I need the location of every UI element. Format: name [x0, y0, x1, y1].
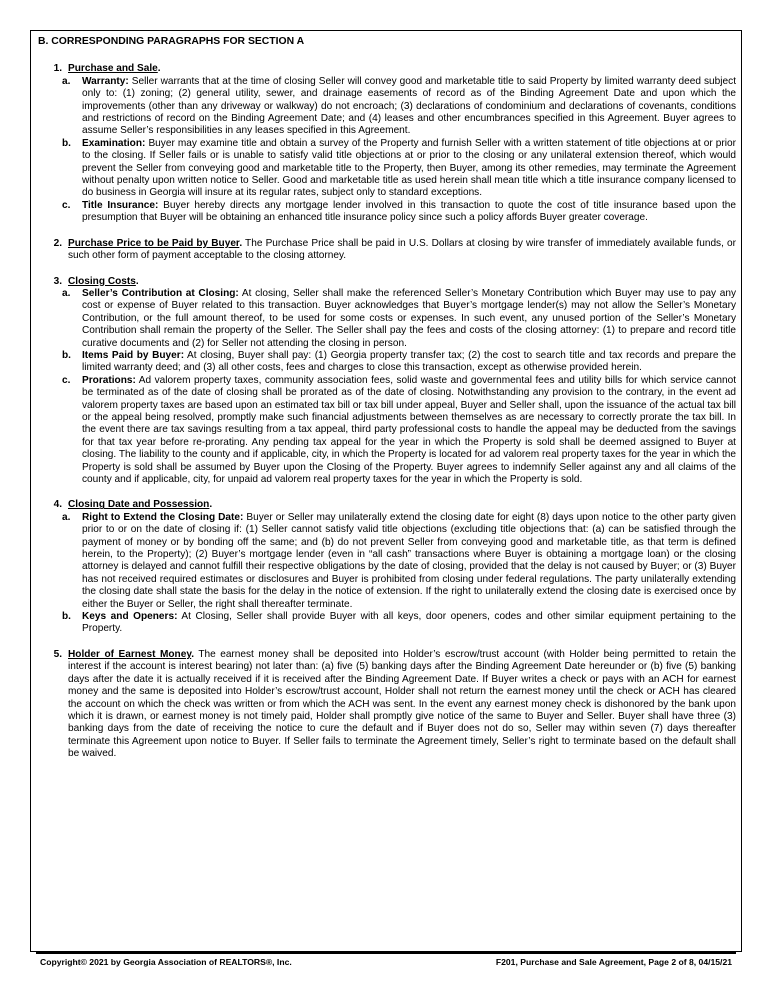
paragraph-number: 2.: [53, 237, 62, 249]
paragraph-text: The earnest money shall be deposited into Holder’s escrow/trust account (with Holder being permitted to retain the interest if the account is interest bearing) not later than: (a) five (5) banking days after the Binding Agreement Date hereunder or (b) five (5) banking days after the date it is actually received if it is received after the Binding Agreement Date. If Buyer writes a check or pays with an ACH for earnest money and the same is deposited into Holder’s escrow/trust account, Holder shall not return the earnest money until the check or ACH has cleared the account on which the check was written or from which the ACH was sent. In the event any earnest money check is dishonored by the bank upon which it is drawn, or earnest money is not timely paid, Holder shall promptly give notice of the same to Buyer and Seller. Buyer shall have three (3) banking days from the date of receiving the notice to cure the default and if Buyer does not do so, Seller may within seven (7) days thereafter terminate this Agreement upon notice to Buyer. If Seller fails to terminate the Agreement timely, Seller’s right to terminate based on the default shall be waived.: [68, 648, 736, 760]
paragraph-row: [36, 276, 736, 288]
subparagraph-text: Ad valorem property taxes, community association fees, solid waste and governmental fees and utility bills for which service cannot be terminated as of the date of closing shall be prorated as of the date of closing. Notwithstanding any provision to the contrary, in the event ad valorem property taxes are based upon an estimated tax bill or tax bill under appeal, Buyer and Seller shall, upon the issuance of the actual tax bill or the appeal being resolved, promptly make such financial adjustments between themselves as are necessary to correctly prorate the tax bill. In the event there are tax savings resulting from a tax appeal, third party professional costs to handle the appeal may be deducted from the savings for that tax year before re-prorating. Any pending tax appeal for the year in which the Property is sold shall be deemed assigned to Buyer at closing. The liability to the county and if applicable, city, in which the Property is located for ad valorem real property taxes for the year in which the Property is sold shall be assumed by Buyer upon the Closing of the Property. Buyer agrees to indemnify Seller against any and all claims of the county and if applicable, city, for unpaid ad valorem real property taxes for the year in which the Property is sold.: [82, 374, 736, 485]
subparagraph-text: Buyer hereby directs any mortgage lender involved in this transaction to quote the cost of title insurance based upon the presumption that Buyer will be obtaining an enhanced title insurance policy since such a policy affords Buyer greater coverage.: [82, 199, 737, 224]
paragraph-title-punct: .: [191, 648, 195, 660]
paragraph-title: Purchase and Sale: [68, 63, 158, 75]
footer-form-id: F201, Purchase and Sale Agreement, Page 2 of 8, 04/15/21: [495, 957, 732, 967]
subparagraph-title: Keys and Openers:: [82, 611, 178, 623]
paragraph-number: 1.: [53, 63, 62, 75]
paragraph-body: [68, 649, 736, 761]
paragraph-body: [68, 63, 736, 75]
subparagraph-list: [62, 76, 736, 225]
paragraph-title-punct: .: [209, 499, 213, 511]
paragraph-4: [36, 499, 736, 635]
subparagraph-body: [82, 375, 736, 487]
paragraph-title: Closing Costs: [68, 275, 136, 287]
footer-rule: [36, 952, 736, 954]
subparagraph-text: Buyer or Seller may unilaterally extend the closing date for eight (8) days upon notice to the other party given prior to or on the date of closing if: (1) Seller cannot satisfy valid title objections (excluding title objections that: (a) can be satisfied through the payment of money or by bonding off the same; and (b) do not prevent Seller from conveying good and marketable title, as that term is defined herein, to the Property); (2) Buyer’s mortgage lender (even in “all cash” transactions where Buyer is obtaining a mortgage loan) or the closing attorney is delayed and cannot fulfill their respective obligations by the date of closing, provided that the delay is not caused by Buyer; or (3) Buyer has not received required estimates or disclosures and Buyer is prohibited from closing under federal regulations. The party unilaterally extending the closing date shall state the basis for the delay in the notice of extension. If the right to unilaterally extend the closing date is exercised once by either the Buyer or Seller, the right shall thereafter terminate.: [82, 511, 736, 610]
paragraph-number: 3.: [53, 275, 62, 287]
subparagraph-body: [82, 512, 736, 611]
subparagraph-title: Warranty:: [82, 75, 129, 87]
paragraph-body: [68, 238, 736, 263]
paragraph-row: [36, 499, 736, 511]
subparagraph-text: Seller warrants that at the time of closing Seller will convey good and marketable title to said Property by limited warranty deed subject only to: (1) zoning; (2) general utility, sewer, and drainage easements of record as of the Binding Agreement Date and upon which the improvements (other than any driveway or walkway) do not encroach; (3) declarations of condominium and declarations of covenants, conditions and restrictions of record on the Binding Agreement Date; and (4) leases and other encumbrances specified in this Agreement. Buyer agrees to assume Seller’s responsibilities in any leases specified in this Agreement.: [82, 75, 736, 137]
paragraph-title-punct: .: [239, 237, 243, 249]
subparagraph-body: [82, 200, 736, 225]
subparagraph-list: [62, 512, 736, 636]
subparagraph-letter: b.: [62, 611, 71, 623]
paragraph-number: 5.: [53, 648, 62, 660]
subparagraph-letter: c.: [62, 199, 71, 211]
subparagraph: [62, 200, 736, 225]
subparagraph: [62, 288, 736, 350]
subparagraph: [62, 76, 736, 138]
paragraph-body: [68, 276, 736, 288]
subparagraph-title: Right to Extend the Closing Date:: [82, 511, 244, 523]
paragraph-number: 4.: [53, 499, 62, 511]
subparagraph-body: [82, 611, 736, 636]
paragraph-title: Purchase Price to be Paid by Buyer: [68, 237, 240, 249]
subparagraph-body: [82, 138, 736, 200]
subparagraph-title: Items Paid by Buyer:: [82, 349, 185, 361]
subparagraph-letter: b.: [62, 349, 71, 361]
subparagraph-list: [62, 288, 736, 487]
subparagraph-body: [82, 76, 736, 138]
footer-copyright: Copyright© 2021 by Georgia Association of REALTORS®, Inc.: [40, 957, 292, 967]
subparagraph-body: [82, 288, 736, 350]
subparagraph-letter: a.: [62, 75, 71, 87]
subparagraph: [62, 138, 736, 200]
subparagraph-title: Prorations:: [82, 374, 136, 386]
subparagraph: [62, 375, 736, 487]
subparagraph-title: Examination:: [82, 137, 146, 149]
subparagraph-text: At closing, Buyer shall pay: (1) Georgia property transfer tax; (2) the cost to search title and tax records and prepare the limited warranty deed; and (3) all other costs, fees and charges to close this transaction, except as otherwise provided herein.: [82, 349, 737, 374]
paragraph-2: [36, 238, 736, 263]
subparagraph: [62, 512, 736, 611]
subparagraph-letter: a.: [62, 511, 71, 523]
paragraph-title-punct: .: [135, 275, 139, 287]
paragraph-text: The Purchase Price shall be paid in U.S. Dollars at closing by wire transfer of immediately available funds, or such other form of payment acceptable to the closing attorney.: [68, 237, 737, 262]
subparagraph-title: Title Insurance:: [82, 199, 159, 211]
subparagraph-letter: b.: [62, 137, 71, 149]
subparagraph-text: At Closing, Seller shall provide Buyer with all keys, door openers, codes and other similar equipment pertaining to the Property.: [82, 611, 736, 635]
subparagraph-body: [82, 350, 736, 375]
paragraph-3: [36, 276, 736, 487]
paragraph-row: [36, 63, 736, 75]
paragraph-1: [36, 63, 736, 224]
paragraph-body: [68, 499, 736, 511]
subparagraph-letter: c.: [62, 374, 71, 386]
subparagraph-title: Seller’s Contribution at Closing:: [82, 287, 239, 299]
subparagraph: [62, 611, 736, 636]
paragraph-title: Holder of Earnest Money: [68, 648, 192, 660]
paragraph-title-punct: .: [157, 63, 161, 75]
subparagraph-letter: a.: [62, 287, 71, 299]
section-heading: B. CORRESPONDING PARAGRAPHS FOR SECTION A: [38, 36, 305, 47]
paragraphs: [36, 63, 736, 760]
paragraph-row: [36, 649, 736, 761]
subparagraph-text: At closing, Seller shall make the referenced Seller’s Monetary Contribution which Buyer may use to pay any cost or expense of Buyer related to this transaction. Buyer acknowledges that Buyer’s mortgage lender(s) may not allow the Seller’s Monetary Contribution, or the full amount thereof, to be used for some costs or expenses. In such event, any unused portion of the Seller’s Monetary Contribution shall remain the property of the Seller. The Seller shall pay the fees and costs of the closing attorney: (1) to prepare and record title curative documents and (2) for Seller not attending the closing in person.: [82, 287, 736, 349]
paragraph-row: [36, 238, 736, 263]
paragraph-5: [36, 649, 736, 761]
paragraph-title: Closing Date and Possession: [68, 499, 210, 511]
document-body: [36, 36, 736, 774]
subparagraph-text: Buyer may examine title and obtain a survey of the Property and furnish Seller with a written statement of title objections at or prior to the closing. If Seller fails or is unable to satisfy valid title objections at or prior to the closing or any unilateral extension thereof, which would prevent the Seller from conveying good and marketable title to the Property, then Buyer, among its other remedies, may terminate the Agreement without penalty upon written notice to Seller. Good and marketable title as used herein shall mean title which a title insurance company licensed to do business in Georgia will insure at its regular rates, subject only to standard exceptions.: [82, 137, 736, 199]
subparagraph: [62, 350, 736, 375]
footer: [40, 957, 732, 967]
